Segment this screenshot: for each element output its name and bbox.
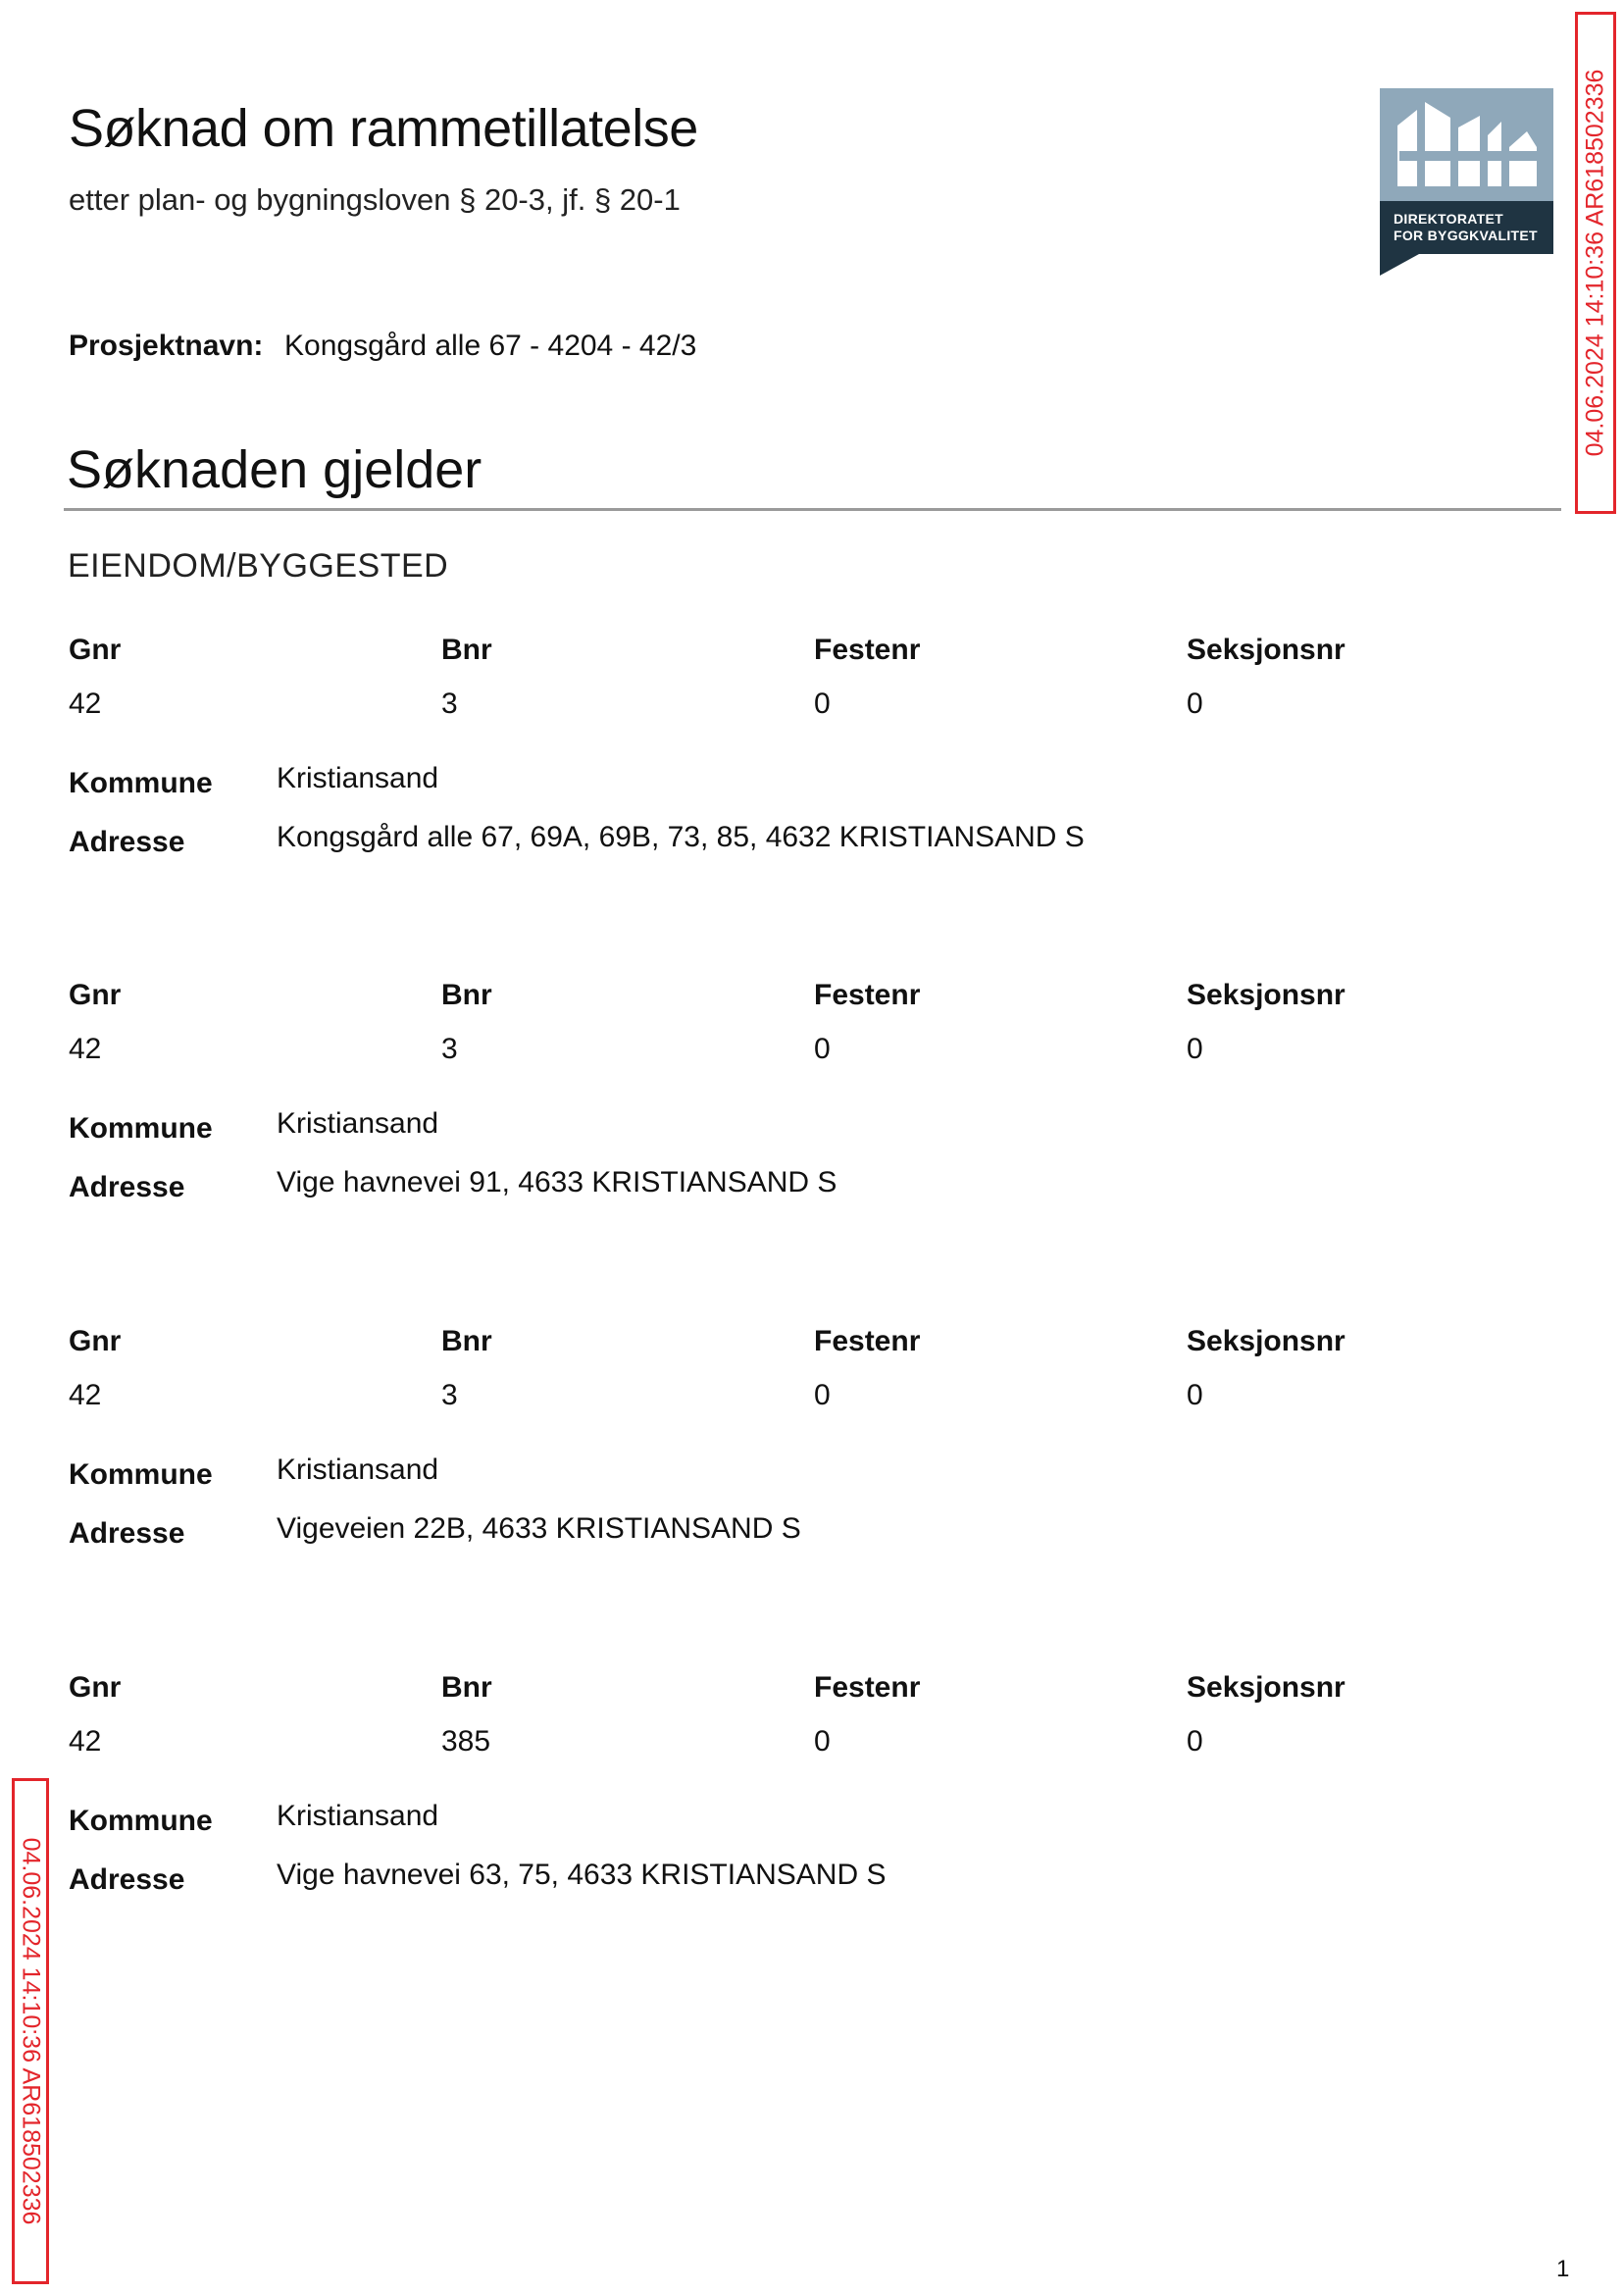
adresse-label: Adresse [69,1863,185,1896]
festenr-label: Festenr [814,1325,921,1357]
seksjonsnr-value: 0 [1187,1379,1203,1411]
seksjonsnr-value: 0 [1187,688,1203,720]
timestamp-stamp-left [12,1778,49,2284]
bnr-label: Bnr [441,634,492,666]
logo-wordmark [1380,201,1553,254]
seksjonsnr-value: 0 [1187,1033,1203,1065]
festenr-label: Festenr [814,1671,921,1704]
property-value-row [69,1379,1540,1418]
gnr-label: Gnr [69,979,122,1011]
kommune-row [69,1800,1540,1843]
project-value: Kongsgård alle 67 - 4204 - 42/3 [284,330,697,362]
kommune-label: Kommune [69,767,213,799]
adresse-row [69,1512,1540,1555]
seksjonsnr-label: Seksjonsnr [1187,1325,1345,1357]
logo-graphic [1380,88,1553,201]
timestamp-stamp-right [1575,12,1616,514]
property-header-row [69,634,1540,673]
kommune-row [69,762,1540,805]
gnr-label: Gnr [69,634,122,666]
property-block [69,1671,1540,1902]
project-label: Prosjektnavn: [69,330,264,362]
festenr-label: Festenr [814,979,921,1011]
gnr-value: 42 [69,1033,102,1065]
festenr-value: 0 [814,1725,831,1758]
adresse-value: Vigeveien 22B, 4633 KRISTIANSAND S [277,1512,801,1545]
document-title: Søknad om rammetillatelse [69,99,698,158]
property-header-row [69,979,1540,1018]
kommune-row [69,1453,1540,1497]
bnr-value: 3 [441,1033,458,1065]
kommune-value: Kristiansand [277,1107,439,1140]
section-heading: Søknaden gjelder [67,440,482,499]
adresse-label: Adresse [69,1517,185,1550]
gnr-label: Gnr [69,1325,122,1357]
property-value-row [69,688,1540,727]
property-header-row [69,1325,1540,1364]
adresse-row [69,1859,1540,1902]
property-block [69,979,1540,1209]
bnr-value: 3 [441,688,458,720]
seksjonsnr-label: Seksjonsnr [1187,634,1345,666]
section-divider [64,508,1561,511]
kommune-label: Kommune [69,1112,213,1145]
logo-tail [1380,254,1419,276]
gnr-value: 42 [69,688,102,720]
kommune-value: Kristiansand [277,1800,439,1832]
adresse-value: Kongsgård alle 67, 69A, 69B, 73, 85, 4632 KRISTIANSAND S [277,821,1085,853]
festenr-value: 0 [814,688,831,720]
kommune-label: Kommune [69,1805,213,1837]
section-subheading: EIENDOM/BYGGESTED [68,547,449,585]
stamp-text: 04.06.2024 14:10:36 AR618502336 [1581,69,1609,457]
gnr-value: 42 [69,1379,102,1411]
festenr-value: 0 [814,1033,831,1065]
gnr-value: 42 [69,1725,102,1758]
adresse-label: Adresse [69,1171,185,1203]
kommune-value: Kristiansand [277,762,439,794]
document-subtitle: etter plan- og bygningsloven § 20-3, jf. § 20-1 [69,182,681,217]
gnr-label: Gnr [69,1671,122,1704]
festenr-label: Festenr [814,634,921,666]
dibk-logo [1380,88,1553,276]
bnr-label: Bnr [441,1671,492,1704]
property-value-row [69,1725,1540,1764]
bnr-label: Bnr [441,1325,492,1357]
kommune-value: Kristiansand [277,1453,439,1486]
kommune-label: Kommune [69,1458,213,1491]
property-block [69,1325,1540,1555]
seksjonsnr-label: Seksjonsnr [1187,1671,1345,1704]
seksjonsnr-value: 0 [1187,1725,1203,1758]
kommune-row [69,1107,1540,1150]
property-block [69,634,1540,864]
adresse-row [69,1166,1540,1209]
logo-text-line1: DIREKTORATET [1394,211,1503,227]
bnr-label: Bnr [441,979,492,1011]
adresse-row [69,821,1540,864]
festenr-value: 0 [814,1379,831,1411]
property-header-row [69,1671,1540,1710]
project-line [69,330,696,363]
page-number: 1 [1556,2256,1570,2282]
logo-text-line2: FOR BYGGKVALITET [1394,228,1538,243]
stamp-text: 04.06.2024 14:10:36 AR618502336 [17,1837,45,2225]
seksjonsnr-label: Seksjonsnr [1187,979,1345,1011]
bnr-value: 385 [441,1725,491,1758]
adresse-value: Vige havnevei 91, 4633 KRISTIANSAND S [277,1166,837,1198]
logo-buildings-icon [1380,88,1553,201]
adresse-label: Adresse [69,826,185,858]
bnr-value: 3 [441,1379,458,1411]
adresse-value: Vige havnevei 63, 75, 4633 KRISTIANSAND S [277,1859,887,1891]
property-value-row [69,1033,1540,1072]
